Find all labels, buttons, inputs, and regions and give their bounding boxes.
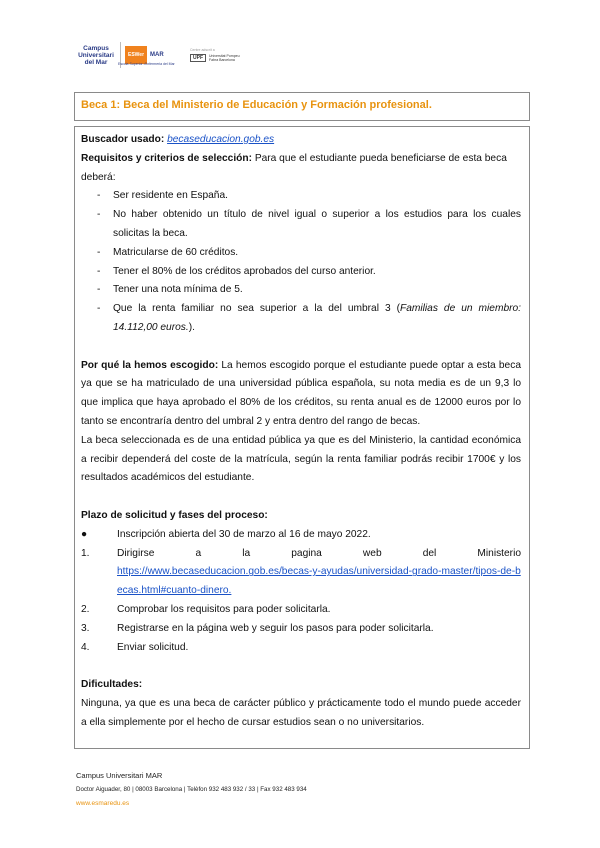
section-content bbox=[81, 131, 521, 733]
footer-website[interactable]: www.esmaredu.es bbox=[76, 800, 130, 807]
dificultades-text: Ninguna, ya que es una beca de carácter público y prácticamente todo el mundo puede acceder a ella simplemente por el hecho de cursar estudios sean o no universitarios. bbox=[81, 697, 521, 728]
porque-paragraph bbox=[81, 357, 521, 432]
escola-logo-text: Escola Superior d'Infermeria del Mar bbox=[118, 62, 175, 66]
step-number: 2. bbox=[81, 603, 90, 615]
list-item bbox=[81, 263, 521, 282]
dificultades-label: Dificultades: bbox=[81, 679, 143, 691]
list-item bbox=[81, 244, 521, 263]
dash-marker: - bbox=[97, 303, 101, 315]
renta-italic: Familias de un miembro: 14.112,00 euros. bbox=[113, 303, 521, 333]
requisitos-intro-text: Para que el estudiante pueda beneficiarse de esta beca deberá: bbox=[81, 152, 507, 183]
step-number: 1. bbox=[81, 547, 90, 559]
list-item-text bbox=[113, 300, 521, 338]
requisitos-list bbox=[81, 187, 521, 337]
upf-text: Universitat Pompeu Fabra Barcelona bbox=[209, 54, 240, 62]
list-item bbox=[81, 300, 521, 338]
porque-label: Por qué la hemos escogido: bbox=[81, 359, 219, 371]
buscador-label: Buscador usado: bbox=[81, 134, 165, 145]
plazo-label: Plazo de solicitud y fases del proceso: bbox=[81, 509, 268, 521]
upf-logo bbox=[190, 48, 245, 62]
buscador-link[interactable]: becaseducacion.gob.es bbox=[167, 134, 275, 145]
plazo-list bbox=[81, 526, 521, 658]
mar-logo-text: MAR bbox=[150, 52, 164, 58]
section-body-box bbox=[74, 126, 530, 749]
ministerio-link[interactable]: https://www.becaseducacion.gob.es/becas-y-ayudas/universidad-grado-master/tipos-de-becas.html#cuanto-dinero. bbox=[117, 566, 521, 597]
section-title-box bbox=[74, 92, 530, 121]
bullet-marker: ● bbox=[81, 528, 88, 540]
list-item-text: Tener una nota mínima de 5. bbox=[113, 284, 243, 296]
porque-paragraph-2: La beca seleccionada es de una entidad pública ya que es del Ministerio, la cantidad económica a recibir dependerá del coste de la matrícula, según la renta familiar podrás recibir 1700€ y los resultados académicos del estudiante. bbox=[81, 434, 521, 484]
dash-marker: - bbox=[97, 284, 101, 296]
spacer bbox=[81, 488, 521, 507]
list-item bbox=[81, 601, 521, 620]
requisitos-label: Requisitos y criterios de selección: bbox=[81, 152, 252, 164]
list-item bbox=[81, 639, 521, 658]
renta-text: Que la renta familiar no sea superior a la del umbral 3 ( bbox=[113, 303, 400, 315]
buscador-line bbox=[81, 131, 521, 150]
page-footer bbox=[76, 769, 307, 811]
campus-logo: Campus Universitari del Mar bbox=[78, 44, 114, 66]
footer-address: Doctor Aiguader, 80 | 08003 Barcelona | Telèfon 932 483 932 / 33 | Fax 932 483 934 bbox=[76, 786, 307, 793]
list-item bbox=[81, 187, 521, 206]
list-item bbox=[81, 281, 521, 300]
list-item-text: Inscripción abierta del 30 de marzo al 16 de mayo 2022. bbox=[117, 528, 371, 540]
list-item-text: Comprobar los requisitos para poder solicitarla. bbox=[117, 603, 331, 615]
list-item-text: Matricularse de 60 créditos. bbox=[113, 246, 239, 258]
mar-logo bbox=[150, 52, 168, 58]
dificultades-heading bbox=[81, 676, 521, 695]
list-item-text: Enviar solicitud. bbox=[117, 641, 189, 653]
list-item bbox=[81, 526, 521, 545]
list-item-text: No haber obtenido un título de nivel igual o superior a los estudios para los cuales solicitas la beca. bbox=[113, 209, 521, 239]
footer-name: Campus Universitari MAR bbox=[76, 771, 163, 780]
upf-badge: UPF bbox=[190, 54, 206, 62]
step-number: 3. bbox=[81, 622, 90, 634]
dash-marker: - bbox=[97, 265, 101, 277]
list-item-text: Ser residente en España. bbox=[113, 190, 228, 202]
spacer bbox=[81, 338, 521, 357]
header-logos bbox=[76, 40, 245, 70]
list-item bbox=[81, 620, 521, 639]
requisitos-intro bbox=[81, 150, 521, 188]
list-item-text: Registrarse en la página web y seguir los pasos para poder solicitarla. bbox=[117, 622, 434, 634]
list-item bbox=[81, 206, 521, 244]
renta-end: ). bbox=[188, 321, 195, 333]
spacer bbox=[81, 657, 521, 676]
dash-marker: - bbox=[97, 246, 101, 258]
dash-marker: - bbox=[97, 209, 101, 221]
list-item-text: Tener el 80% de los créditos aprobados del curso anterior. bbox=[113, 265, 376, 277]
eswer-logo: ESWer bbox=[125, 46, 147, 64]
upf-caption: Centre adscrit a bbox=[190, 48, 215, 52]
step-number: 4. bbox=[81, 641, 90, 653]
dash-marker: - bbox=[97, 190, 101, 202]
porque-text: La hemos escogido porque el estudiante puede optar a esta beca ya que se ha matriculado de una universidad pública española, su nota media es de un 9,3 lo que implica que haya aprobado el 80% de los créditos, su renta anual es de 12000 euros por lo tanto se encontraría dentro del umbral 2 y entra dentro del rango de becas. bbox=[81, 359, 521, 427]
section-title: Beca 1: Beca del Ministerio de Educación y Formación profesional. bbox=[81, 99, 432, 111]
list-item bbox=[81, 545, 521, 601]
list-item-text: Dirigirse a la pagina web del Ministerio bbox=[117, 547, 521, 559]
plazo-heading bbox=[81, 507, 521, 526]
